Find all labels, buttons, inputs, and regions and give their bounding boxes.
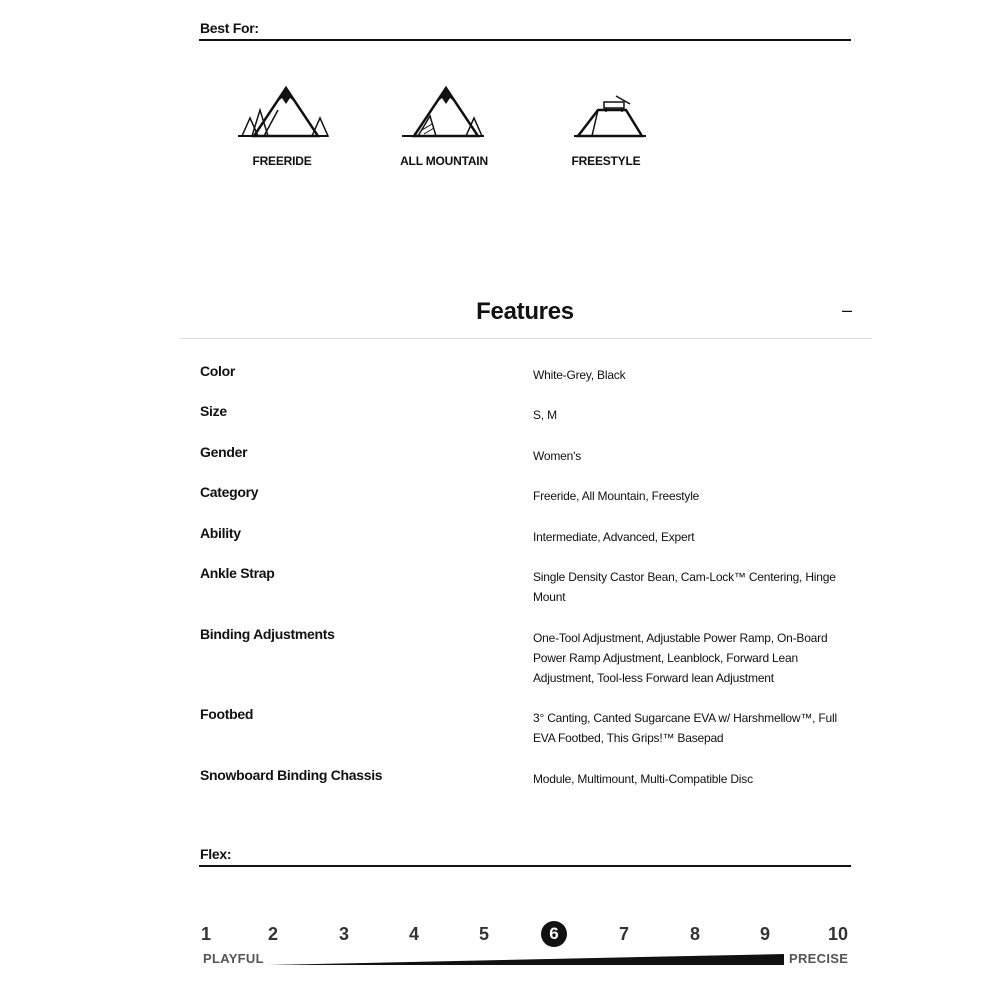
feature-value: Freeride, All Mountain, Freestyle (533, 489, 700, 503)
features-divider (180, 338, 872, 339)
feature-key: Snowboard Binding Chassis (200, 767, 383, 783)
flex-value-2: 2 (267, 924, 278, 944)
activity-label: ALL MOUNTAIN (400, 154, 488, 168)
freestyle-park-icon (558, 80, 654, 144)
flex-value-7: 7 (618, 924, 629, 944)
activity-all-mountain (384, 80, 504, 168)
feature-value: Intermediate, Advanced, Expert (533, 530, 695, 544)
feature-key: Category (200, 484, 259, 500)
feature-key: Gender (200, 444, 248, 460)
activity-label: FREESTYLE (571, 154, 641, 168)
feature-key: Binding Adjustments (200, 626, 335, 642)
flex-value-10: 10 (827, 924, 849, 944)
flex-gradient-wedge (268, 952, 784, 966)
best-for-divider (199, 39, 851, 41)
flex-max-label: PRECISE (789, 951, 849, 966)
flex-divider (199, 865, 851, 867)
flex-label: Flex: (200, 846, 232, 862)
flex-value-3: 3 (338, 924, 349, 944)
feature-value: Module, Multimount, Multi-Compatible Disc (533, 772, 753, 786)
feature-value: 3° Canting, Canted Sugarcane EVA w/ Harshmellow™, Full EVA Footbed, This Grips!™ Basepad (533, 711, 837, 745)
feature-key: Color (200, 363, 236, 379)
features-title: Features (476, 298, 574, 325)
feature-value: Women's (533, 449, 582, 463)
feature-value: S, M (533, 408, 557, 422)
features-collapse-button[interactable]: – (838, 300, 856, 321)
flex-value-8: 8 (689, 924, 700, 944)
activity-label: FREERIDE (252, 154, 312, 168)
feature-value: Single Density Castor Bean, Cam-Lock™ Centering, Hinge Mount (533, 570, 836, 604)
flex-value-4: 4 (408, 924, 419, 944)
all-mountain-icon (396, 80, 492, 144)
feature-key: Ability (200, 525, 241, 541)
flex-value-9: 9 (759, 924, 770, 944)
flex-value-5: 5 (478, 924, 489, 944)
feature-key: Footbed (200, 706, 254, 722)
flex-min-label: PLAYFUL (203, 951, 264, 966)
feature-value: White-Grey, Black (533, 368, 626, 382)
best-for-label: Best For: (200, 20, 259, 36)
freeride-mountain-icon (234, 80, 330, 144)
activity-freeride (222, 80, 342, 168)
flex-value-selected: 6 (541, 921, 567, 947)
feature-value: One-Tool Adjustment, Adjustable Power Ramp, On-Board Power Ramp Adjustment, Leanblock, Forward Lean Adjustment, Tool-less Forward lean Adjustment (533, 631, 828, 685)
feature-key: Ankle Strap (200, 565, 275, 581)
feature-key: Size (200, 403, 227, 419)
activity-freestyle (546, 80, 666, 168)
flex-value-1: 1 (200, 924, 211, 944)
